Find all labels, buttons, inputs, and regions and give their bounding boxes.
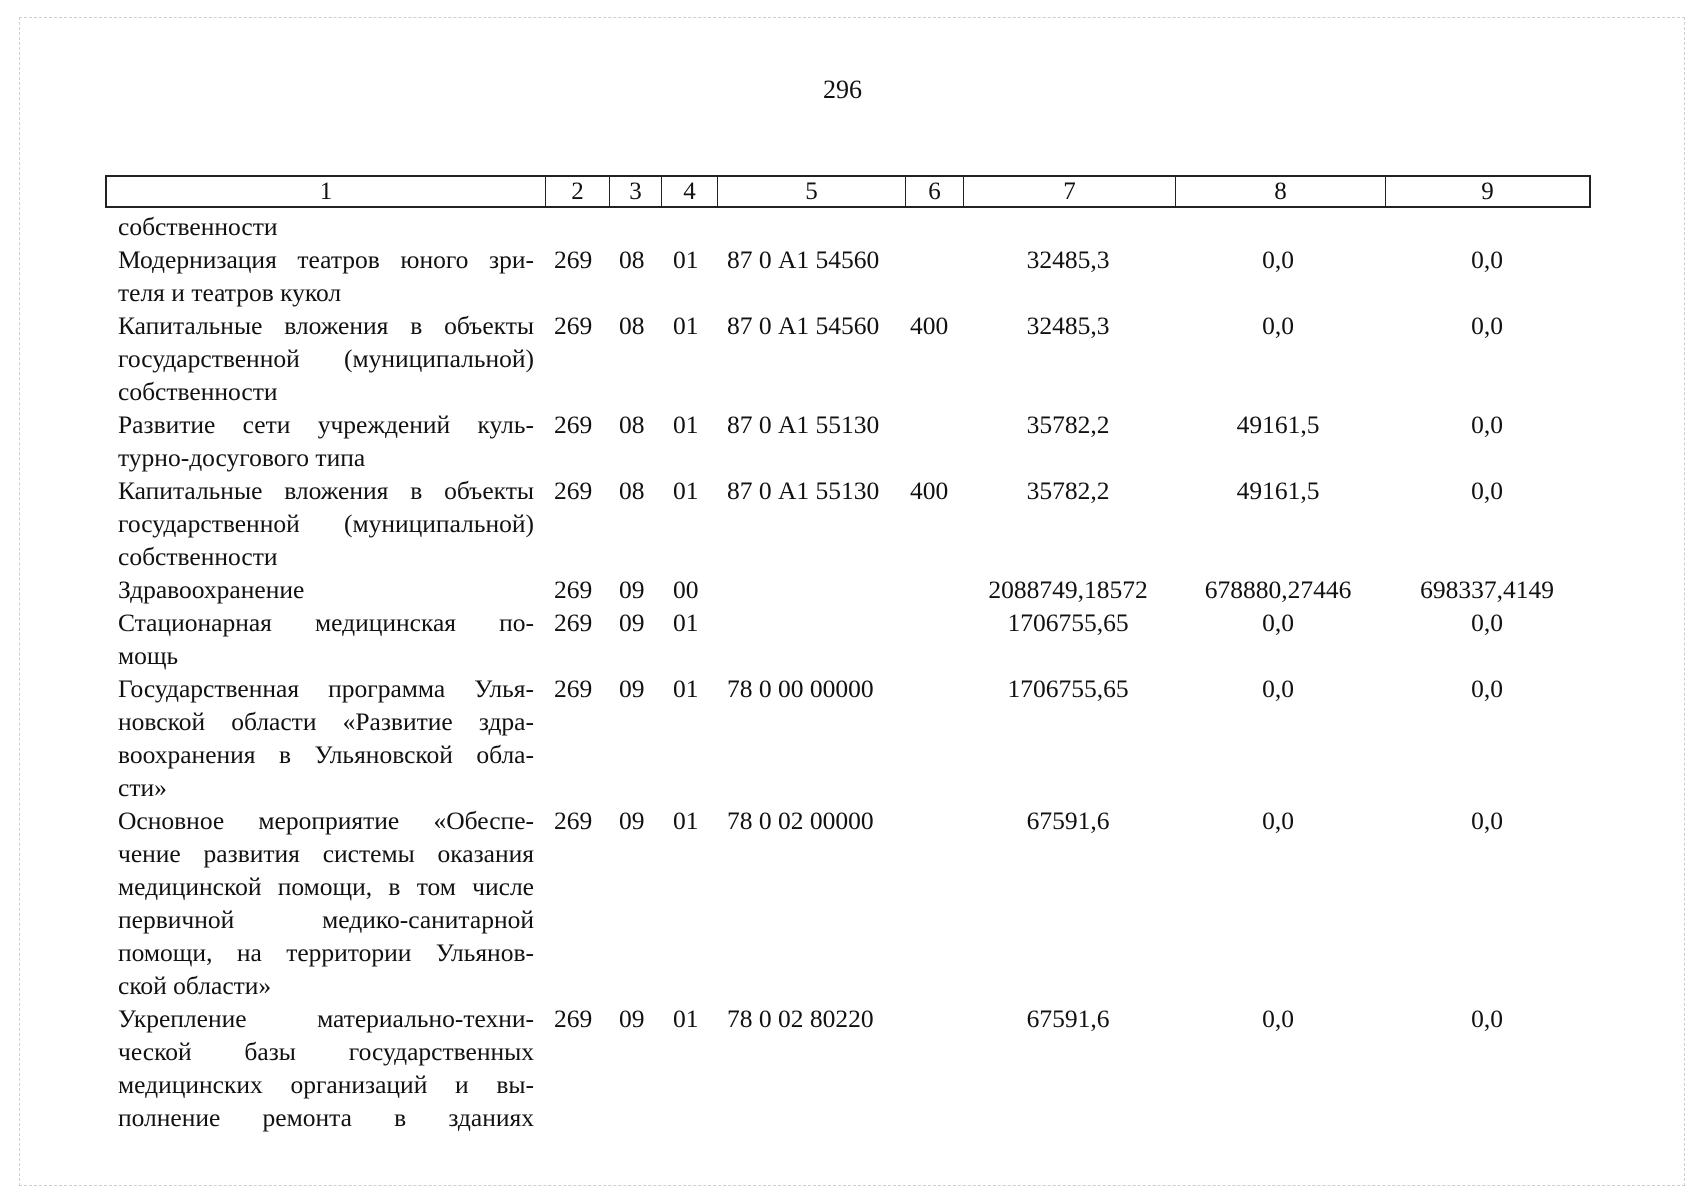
row-cell-col-9: 0,0 — [1471, 245, 1503, 274]
row-cell-col-3: 08 — [619, 311, 645, 340]
row-name — [118, 672, 534, 804]
row-name-line: собственности — [118, 212, 278, 241]
row-name-line: теля и театров кукол — [118, 278, 342, 307]
row-cell-col-4: 01 — [673, 311, 699, 340]
row-name-line: государственной (муниципальной) — [118, 344, 534, 373]
row-cell-col-8: 678880,27446 — [1204, 575, 1352, 604]
row-cell-col-8: 0,0 — [1262, 311, 1294, 340]
row-name-line: Капитальные вложения в объекты — [118, 311, 534, 340]
row-cell-col-2: 269 — [554, 1004, 593, 1033]
row-name-line: медицинской помощи, в том числе — [118, 872, 534, 901]
row-name-line: собственности — [118, 377, 278, 406]
row-name — [118, 474, 534, 573]
row-name-line: Укрепление материально-техни- — [118, 1004, 534, 1033]
row-name — [118, 573, 534, 606]
row-cell-col-2: 269 — [554, 608, 593, 637]
header-cell-9: 9 — [1481, 178, 1494, 205]
row-cell-col-7: 1706755,65 — [1007, 608, 1129, 637]
header-cell-8: 8 — [1176, 177, 1386, 206]
row-cell-col-3: 08 — [619, 476, 645, 505]
header-cell-1: 1 — [107, 177, 546, 206]
row-cell-col-5: 87 0 А1 55130 — [727, 476, 880, 505]
header-cell-6: 6 — [906, 177, 964, 206]
row-name-line: новской области «Развитие здра- — [118, 707, 534, 736]
row-cell-col-5: 78 0 00 00000 — [727, 674, 874, 703]
header-cell-7: 7 — [964, 177, 1176, 206]
row-name-line: собственности — [118, 542, 278, 571]
row-cell-col-8: 0,0 — [1262, 806, 1294, 835]
row-cell-col-4: 01 — [673, 806, 699, 835]
row-cell-col-2: 269 — [554, 245, 593, 274]
row-cell-col-4: 01 — [673, 674, 699, 703]
row-cell-col-5: 87 0 А1 54560 — [727, 311, 880, 340]
row-cell-col-9: 0,0 — [1471, 476, 1503, 505]
row-cell-col-2: 269 — [554, 410, 593, 439]
row-cell-col-7: 32485,3 — [1026, 245, 1110, 274]
row-cell-col-8: 0,0 — [1262, 245, 1294, 274]
header-cell-3: 3 — [610, 177, 662, 206]
header-cell-4: 4 — [662, 177, 718, 206]
row-name-line: Государственная программа Улья- — [118, 674, 534, 703]
row-cell-col-9: 0,0 — [1471, 806, 1503, 835]
row-cell-col-5: 78 0 02 00000 — [727, 806, 874, 835]
row-name-line: помощи, на территории Ульянов- — [118, 938, 534, 967]
row-name-line: полнение ремонта в зданиях — [118, 1103, 534, 1132]
row-name-line: Основное мероприятие «Обеспе- — [118, 806, 534, 835]
row-cell-col-4: 01 — [673, 1004, 699, 1033]
header-cell-2: 2 — [546, 177, 610, 206]
row-name-line: Стационарная медицинская по- — [118, 608, 534, 637]
row-name-line: медицинских организаций и вы- — [118, 1070, 534, 1099]
row-name-line: Развитие сети учреждений куль- — [118, 410, 534, 439]
row-cell-col-7: 1706755,65 — [1007, 674, 1129, 703]
row-cell-col-2: 269 — [554, 575, 593, 604]
row-cell-col-3: 09 — [619, 1004, 645, 1033]
row-cell-col-8: 0,0 — [1262, 1004, 1294, 1033]
row-name-line: ской области» — [118, 971, 272, 1000]
row-cell-col-4: 01 — [673, 245, 699, 274]
row-cell-col-7: 2088749,18572 — [988, 575, 1148, 604]
row-cell-col-3: 09 — [619, 806, 645, 835]
row-name — [118, 804, 534, 1002]
row-cell-col-4: 01 — [673, 608, 699, 637]
row-cell-col-7: 35782,2 — [1026, 410, 1110, 439]
row-cell-col-8: 49161,5 — [1236, 476, 1320, 505]
row-cell-col-7: 35782,2 — [1026, 476, 1110, 505]
row-name — [118, 606, 534, 672]
row-name-line: первичной медико-санитарной — [118, 905, 534, 934]
row-cell-col-5: 78 0 02 80220 — [727, 1004, 874, 1033]
page-number: 296 — [823, 75, 862, 104]
row-name-line: турно-досугового типа — [118, 443, 366, 472]
row-name — [118, 408, 534, 474]
row-cell-col-9: 0,0 — [1471, 1004, 1503, 1033]
row-cell-col-9: 0,0 — [1471, 608, 1503, 637]
row-cell-col-2: 269 — [554, 806, 593, 835]
row-name-line: ческой базы государственных — [118, 1037, 534, 1066]
row-cell-col-8: 49161,5 — [1236, 410, 1320, 439]
row-cell-col-8: 0,0 — [1262, 608, 1294, 637]
row-name-line: воохранения в Ульяновской обла- — [118, 740, 534, 769]
row-name-line: Здравоохранение — [118, 575, 305, 604]
row-cell-col-9: 0,0 — [1471, 410, 1503, 439]
row-cell-col-2: 269 — [554, 476, 593, 505]
row-cell-col-9: 0,0 — [1471, 311, 1503, 340]
row-name — [118, 210, 534, 243]
row-name — [118, 243, 534, 309]
row-cell-col-8: 0,0 — [1262, 674, 1294, 703]
row-cell-col-5: 87 0 А1 55130 — [727, 410, 880, 439]
header-cell-5: 5 — [718, 177, 906, 206]
row-cell-col-3: 09 — [619, 674, 645, 703]
row-cell-col-6: 400 — [910, 311, 949, 340]
row-cell-col-7: 67591,6 — [1026, 1004, 1110, 1033]
row-cell-col-4: 00 — [673, 575, 699, 604]
row-name-line: сти» — [118, 773, 167, 802]
row-cell-col-9: 698337,4149 — [1420, 575, 1554, 604]
row-name — [118, 309, 534, 408]
row-cell-col-6: 400 — [910, 476, 949, 505]
row-name-line: Модернизация театров юного зри- — [118, 245, 534, 274]
row-cell-col-7: 67591,6 — [1026, 806, 1110, 835]
row-name-line: чение развития системы оказания — [118, 839, 534, 868]
table-header — [105, 175, 1591, 208]
row-cell-col-4: 01 — [673, 476, 699, 505]
row-name — [118, 1002, 534, 1134]
row-name-line: мощь — [118, 641, 179, 670]
row-cell-col-2: 269 — [554, 674, 593, 703]
row-cell-col-4: 01 — [673, 410, 699, 439]
row-name-line: Капитальные вложения в объекты — [118, 476, 534, 505]
row-cell-col-5: 87 0 А1 54560 — [727, 245, 880, 274]
row-cell-col-3: 08 — [619, 245, 645, 274]
row-cell-col-2: 269 — [554, 311, 593, 340]
row-cell-col-9: 0,0 — [1471, 674, 1503, 703]
row-name-line: государственной (муниципальной) — [118, 509, 534, 538]
row-cell-col-7: 32485,3 — [1026, 311, 1110, 340]
row-cell-col-3: 08 — [619, 410, 645, 439]
row-cell-col-3: 09 — [619, 575, 645, 604]
row-cell-col-3: 09 — [619, 608, 645, 637]
